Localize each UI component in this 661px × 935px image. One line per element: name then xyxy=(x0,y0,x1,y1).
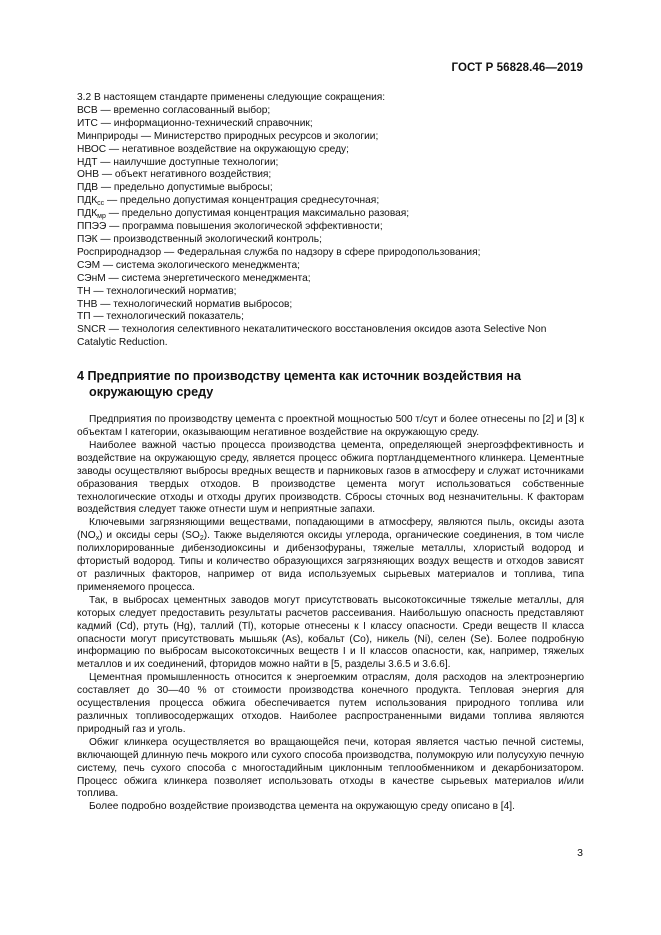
body-paragraph: Предприятия по производству цемента с проектной мощностью 500 т/сут и более отнесены по [2] и [3] к объектам I категории, оказывающим негативное воздействие на окружающую среду. xyxy=(77,414,584,439)
page-content xyxy=(77,92,584,814)
text-run: ). Также выделяются оксиды углерода, органические соединения, в том числе полихлорированные дибензодиоксины и дибензофураны, тяжелые металлы, хлористый водород и фтористый водород. Типы и количество образующихся загрязняющих воздух веществ и отходов зависят от различных факторов, например от вида используемых сырьевых материалов и топлива, типа применяемого процесса. xyxy=(77,530,584,593)
abbr-item: ПЭК — производственный экологический контроль; xyxy=(77,233,322,245)
body-paragraph: Наиболее важной частью процесса производства цемента, определяющей энергоэффективность и воздействие на окружающую среду, является процесс обжига портландцементного клинкера. Цементные заводы осуществляют выбросы вредных веществ и парниковых газов в атмосферу и служат источниками образования твердых отходов. В производстве цемента могут использоваться собственные технологические отходы и отходы других производств. Сбросы сточных вод незначительны. К факторам воздействия следует также отнести шум и неприятные запахи. xyxy=(77,439,584,516)
body-paragraph: Более подробно воздействие производства цемента на окружающую среду описано в [4]. xyxy=(89,801,515,813)
abbr-pdk-rest: — предельно допустимая концентрация максимально разовая; xyxy=(105,208,410,220)
abbr-item: ТП — технологический показатель; xyxy=(77,311,244,323)
page-number: 3 xyxy=(577,847,583,859)
section-heading: 4 Предприятие по производству цемента как источник воздействия на окружающую среду xyxy=(77,369,521,400)
abbr-pdk-base: ПДК xyxy=(77,195,98,207)
abbr-item: СЭМ — система экологического менеджмента; xyxy=(77,259,300,271)
abbr-item: ОНВ — объект негативного воздействия; xyxy=(77,169,272,181)
abbreviations-intro: 3.2 В настоящем стандарте применены следующие сокращения: xyxy=(77,92,386,103)
document-header-id: ГОСТ Р 56828.46—2019 xyxy=(451,62,583,74)
abbr-item: ВСВ — временно согласованный выбор; xyxy=(77,104,271,116)
abbr-pdk-base: ПДК xyxy=(77,208,98,220)
abbr-item: ППЭЭ — программа повышения экологической эффективности; xyxy=(77,221,383,233)
abbr-item: ТН — технологический норматив; xyxy=(77,285,237,297)
text-run: Ключевыми загрязняющими веществами, попадающими в атмосферу, являются пыль, оксиды азота (NO xyxy=(77,517,584,542)
subscript: x xyxy=(95,535,100,543)
body-paragraph: Так, в выбросах цементных заводов могут присутствовать высокотоксичные тяжелые металлы, для которых следует предоставить результаты расчетов рассеивания. Наибольшую опасность представляют кадмий (Cd), ртуть (Hg), таллий (Tl), которые отнесены к I классу опасности. Среди веществ II класса опасности могут присутствовать мышьяк (As), кобальт (Co), никель (Ni), селен (Se). Более подробную информацию по выбросам высокотоксичных веществ I и II классов опасности, как, например, тяжелых металлов и их соединений, фторидов можно найти в [5, разделы 3.6.5 и 3.6.6]. xyxy=(77,594,584,671)
abbr-pdk-subscript: мр xyxy=(97,213,106,221)
abbr-item: ИТС — информационно-технический справочник; xyxy=(77,117,313,129)
abbr-item: SNCR — технология селективного некаталитического восстановления оксидов азота Selective Non Catalytic Reduction. xyxy=(77,324,547,349)
abbr-item: НВОС — негативное воздействие на окружающую среду; xyxy=(77,143,349,155)
abbr-item-pdk-ss xyxy=(77,195,584,208)
body-paragraph: Цементная промышленность относится к энергоемким отраслям, доля расходов на электроэнергию составляет до 30—40 % от стоимости производства конечного продукта. Тепловая энергия для осуществления процесса обжига обеспечивается путем использования природного топлива или различных топливосодержащих отходов. Наиболее распространенными видами топлива являются природный газ и уголь. xyxy=(77,672,584,735)
abbr-item-pdk-mr xyxy=(77,208,584,221)
abbr-item: НДТ — наилучшие доступные технологии; xyxy=(77,156,279,168)
text-run: ) и оксиды серы (SO xyxy=(99,530,200,542)
abbr-item: СЭнМ — система энергетического менеджмента; xyxy=(77,272,311,284)
abbreviations-list xyxy=(77,92,584,350)
body-paragraph xyxy=(77,517,584,594)
abbr-pdk-subscript: сс xyxy=(97,200,105,208)
abbr-item: ТНВ — технологический норматив выбросов; xyxy=(77,298,293,310)
body-paragraph: Обжиг клинкера осуществляется во вращающейся печи, которая является частью печной системы, включающей длинную печь мокрого или сухого способа производства, полумокрую или полусухую печную систему, печь сухого способа с многостадийным циклонным теплообменником и декарбонизатором. Процесс обжига клинкера позволяет использовать отходы в качестве сырьевых материалов и/или топлива. xyxy=(77,736,584,800)
abbr-item: Минприроды — Министерство природных ресурсов и экологии; xyxy=(77,130,379,142)
abbr-item: ПДВ — предельно допустимые выбросы; xyxy=(77,182,273,194)
abbr-item: Росприроднадзор — Федеральная служба по надзору в сфере природопользования; xyxy=(77,246,481,258)
subscript: 2 xyxy=(199,535,204,543)
abbr-pdk-rest: — предельно допустимая концентрация среднесуточная; xyxy=(104,195,380,207)
